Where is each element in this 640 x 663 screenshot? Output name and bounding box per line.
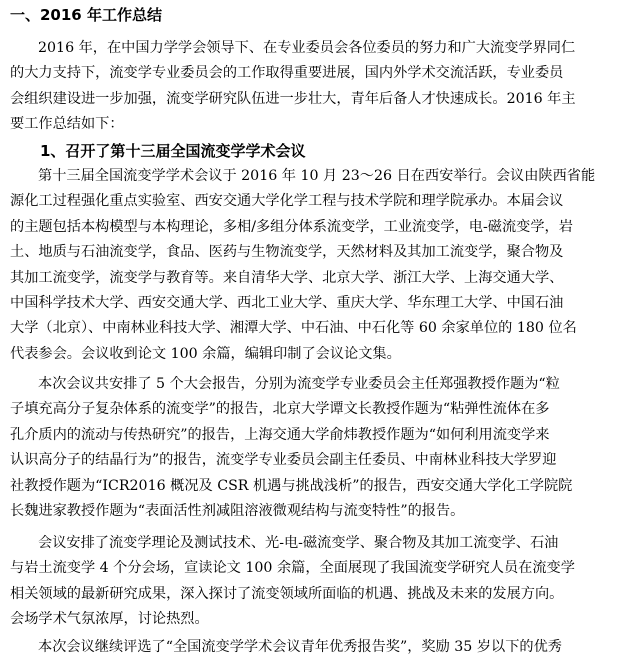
text-line: 本次会议共安排了 5 个大会报告，分别为流变学专业委员会主任郑强教授作题为“粒	[38, 376, 560, 392]
text-line: 源化工过程强化重点实验室、西安交通大学化学工程与技术学院和理学院承办。本届会议	[10, 193, 564, 210]
text-line: 长魏进家教授作题为“表面活性剂减阻溶液微观结构与流变特性”的报告。	[10, 502, 465, 519]
text-line: 子填充高分子复杂体系的流变学”的报告，北京大学谭文长教授作题为“粘弹性流体在多	[10, 401, 550, 418]
text-line: 要工作总结如下：	[10, 116, 124, 133]
text-line: 2016 年，在中国力学学会领导下、在专业委员会各位委员的努力和广大流变学界同仁	[38, 40, 576, 56]
text-line: 会议安排了流变学理论及测试技术、光-电-磁流变学、聚合物及其加工流变学、石油	[38, 535, 559, 551]
text-line: 代表参会。会议收到论文 100 余篇，编辑印制了会议论文集。	[10, 345, 401, 362]
paragraph-summary	[0, 36, 640, 138]
text-line: 社教授作题为“ICR2016 概况及 CSR 机遇与挑战浅析”的报告，西安交通大学化工学院院	[10, 477, 573, 494]
text-line: 第十三届全国流变学学术会议于 2016 年 10 月 23～26 日在西安举行。会议由陕西省能	[38, 168, 596, 184]
text-line: 的主题包括本构模型与本构理论，多相/多组分体系流变学，工业流变学，电-磁流变学，岩	[10, 218, 573, 235]
text-line: 与岩土流变学 4 个分会场，宣读论文 100 余篇，全面展现了我国流变学研究人员在流变学	[10, 560, 575, 577]
paragraph-award	[0, 635, 640, 660]
text-line: 其加工流变学，流变学与教育等。来自清华大学、北京大学、浙江大学、上海交通大学、	[10, 269, 564, 286]
text-line: 会组织建设进一步加强，流变学研究队伍进一步壮大，青年后备人才快速成长。2016 年主	[10, 90, 576, 107]
text-line: 土、地质与石油流变学，食品、医药与生物流变学，天然材料及其加工流变学，聚合物及	[10, 244, 564, 261]
paragraph-plenary-reports	[0, 372, 640, 524]
paragraph-conference-overview	[0, 164, 640, 367]
text-line: 认识高分子的结晶行为”的报告，流变学专业委员会副主任委员、中南林业科技大学罗迎	[10, 452, 557, 469]
text-line: 本次会议继续评选了“全国流变学学术会议青年优秀报告奖”，奖励 35 岁以下的优秀	[38, 639, 562, 655]
text-line: 大学（北京）、中南林业科技大学、湘潭大学、中石油、中石化等 60 余家单位的 180 位名	[10, 320, 577, 337]
text-line: 的大力支持下，流变学专业委员会的工作取得重要进展，国内外学术交流活跃，专业委员	[10, 65, 564, 82]
text-line: 孔介质内的流动与传热研究”的报告，上海交通大学俞炜教授作题为“如何利用流变学来	[10, 426, 550, 443]
text-line: 相关领域的最新研究成果，深入探讨了流变领域所面临的机遇、挑战及未来的发展方向。	[10, 585, 564, 602]
text-line: 中国科学技术大学、西安交通大学、西北工业大学、重庆大学、华东理工大学、中国石油	[10, 294, 564, 311]
paragraph-sessions	[0, 531, 640, 633]
subsection-heading: 1、召开了第十三届全国流变学学术会议	[40, 142, 306, 160]
section-heading: 一、2016 年工作总结	[10, 6, 162, 24]
text-line: 会场学术气氛浓厚，讨论热烈。	[10, 611, 209, 628]
